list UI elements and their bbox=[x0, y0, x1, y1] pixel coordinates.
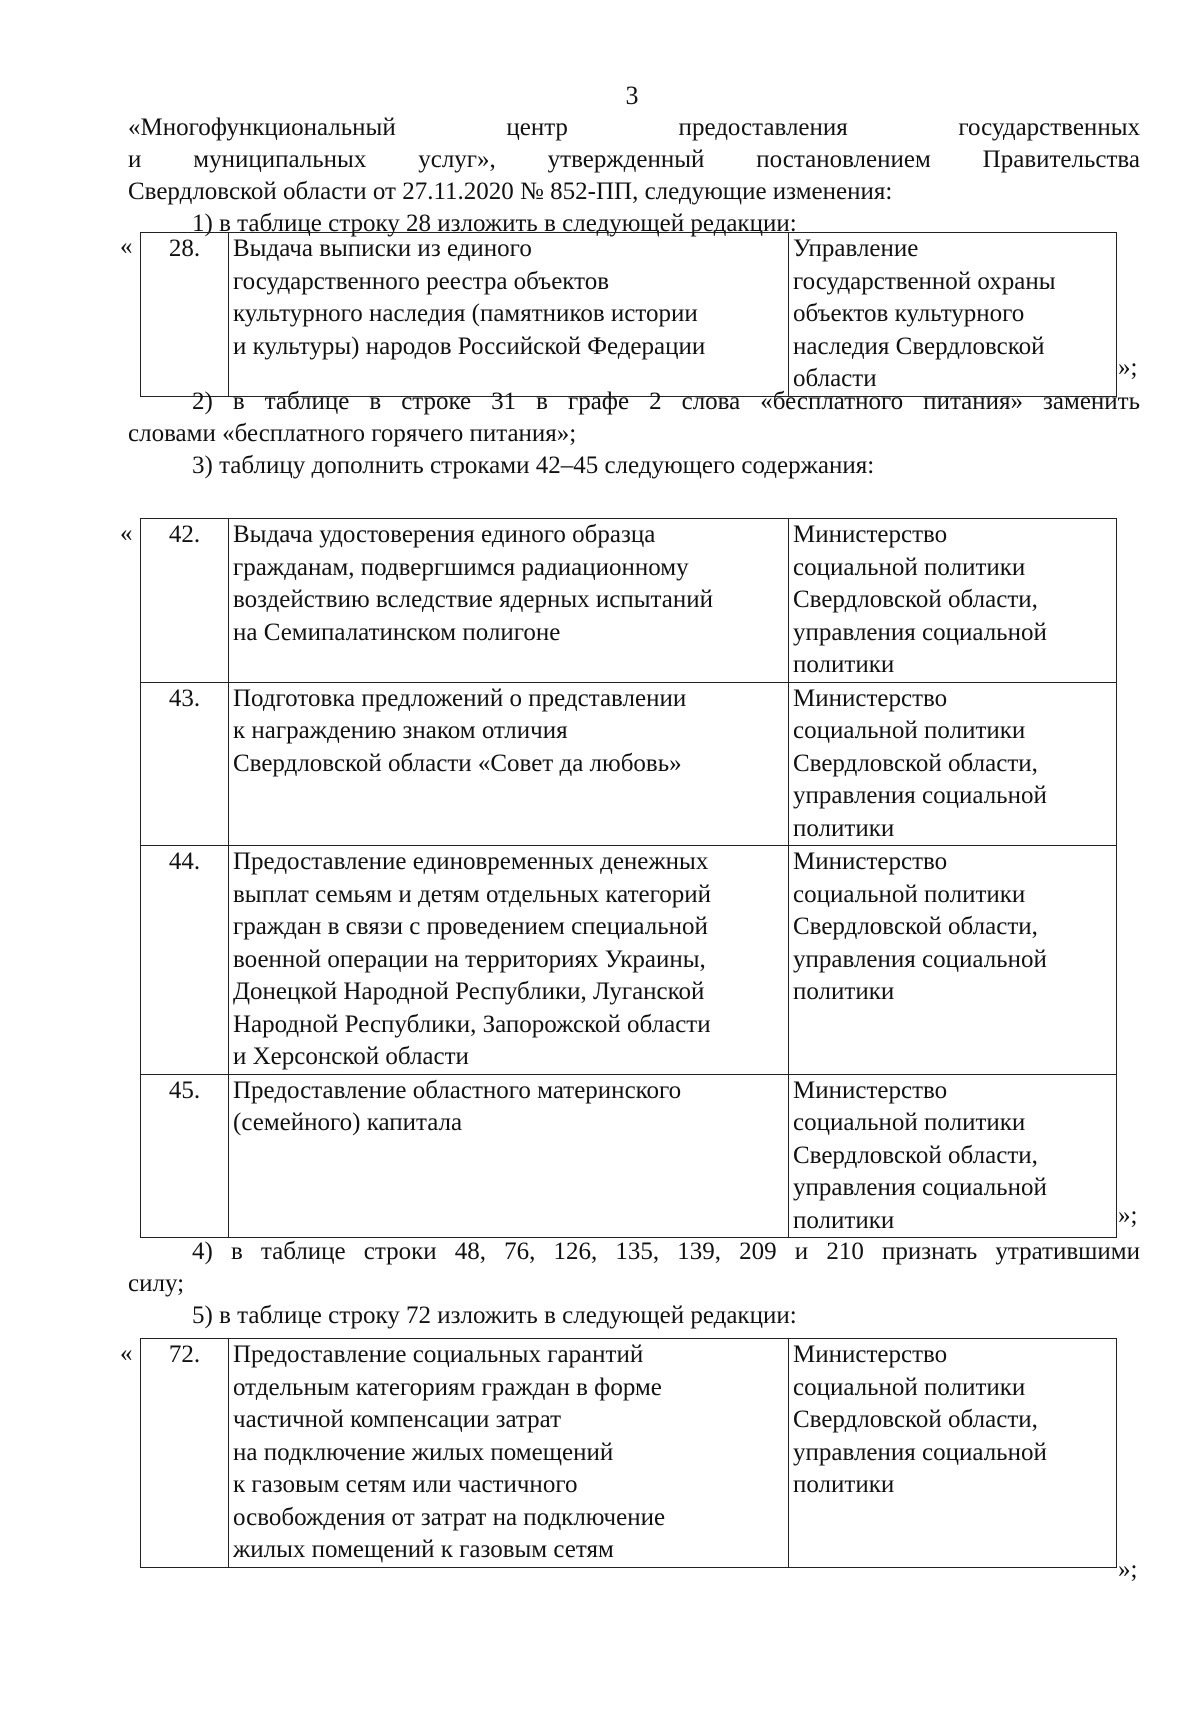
service-name: Предоставление социальных гарантий отдельным категориям граждан в форме частичной компенсации затрат на подключение жилых помещений к газовым сетям или частичного освобождения от затрат на подключение жилых помещений к газовым сетям bbox=[229, 1339, 789, 1568]
table-row bbox=[141, 233, 1117, 397]
close-quote: »; bbox=[1118, 354, 1138, 381]
responsible-body: Министерство социальной политики Свердловской области, управления социальной политики bbox=[789, 682, 1117, 846]
table-row bbox=[141, 519, 1117, 683]
table-row bbox=[141, 682, 1117, 846]
table-row-72 bbox=[140, 1338, 1117, 1568]
responsible-body: Министерство социальной политики Свердловской области, управления социальной политики bbox=[789, 846, 1117, 1075]
close-quote: »; bbox=[1118, 1556, 1138, 1583]
table-row-28 bbox=[140, 232, 1117, 397]
table-row bbox=[141, 1074, 1117, 1238]
responsible-body: Министерство социальной политики Свердловской области, управления социальной политики bbox=[789, 519, 1117, 683]
responsible-body: Министерство социальной политики Свердловской области, управления социальной политики bbox=[789, 1339, 1117, 1568]
open-quote: « bbox=[120, 1340, 133, 1367]
service-name: Подготовка предложений о представлении к награждению знаком отличия Свердловской области «Совет да любовь» bbox=[229, 682, 789, 846]
service-name: Выдача удостоверения единого образца гражданам, подвергшимся радиационному воздействию вследствие ядерных испытаний на Семипалатинском полигоне bbox=[229, 519, 789, 683]
service-name: Предоставление областного материнского (семейного) капитала bbox=[229, 1074, 789, 1238]
item-3-text: 3) таблицу дополнить строками 42–45 следующего содержания: bbox=[192, 452, 875, 479]
open-quote: « bbox=[120, 233, 133, 260]
open-quote: « bbox=[120, 520, 133, 547]
item-4-line: 4) в таблице строки 48, 76, 126, 135, 139, 209 и 210 признать утратившими bbox=[192, 1238, 1140, 1265]
row-number: 42. bbox=[141, 519, 229, 683]
item-2-line: 2) в таблице в строке 31 в графе 2 слова «бесплатного питания» заменить bbox=[192, 388, 1140, 415]
responsible-body: Министерство социальной политики Свердловской области, управления социальной политики bbox=[789, 1074, 1117, 1238]
item-2-paragraph bbox=[128, 386, 1140, 482]
table-row bbox=[141, 846, 1117, 1075]
responsible-body: Управление государственной охраны объектов культурного наследия Свердловской области bbox=[789, 233, 1117, 397]
service-name: Выдача выписки из единого государственного реестра объектов культурного наследия (памятников истории и культуры) народов Российской Федерации bbox=[229, 233, 789, 397]
row-number: 45. bbox=[141, 1074, 229, 1238]
item-5-text: 5) в таблице строку 72 изложить в следующей редакции: bbox=[192, 1302, 797, 1329]
table-rows-42-45 bbox=[140, 518, 1117, 1238]
close-quote: »; bbox=[1118, 1202, 1138, 1229]
intro-line: и муниципальных услуг», утвержденный постановлением Правительства bbox=[128, 146, 1140, 173]
row-number: 43. bbox=[141, 682, 229, 846]
row-number: 28. bbox=[141, 233, 229, 397]
item-4-paragraph bbox=[128, 1236, 1140, 1332]
intro-paragraph bbox=[128, 112, 1140, 240]
row-number: 44. bbox=[141, 846, 229, 1075]
intro-line: «Многофункциональный центр предоставления государственных bbox=[128, 114, 1140, 141]
item-4-line: силу; bbox=[128, 1270, 185, 1297]
service-name: Предоставление единовременных денежных выплат семьям и детям отдельных категорий граждан в связи с проведением специальной военной операции на территориях Украины, Донецкой Народной Республики, Луганской Народной Республики, Запорожской области и Херсонской области bbox=[229, 846, 789, 1075]
intro-line: Свердловской области от 27.11.2020 № 852-ПП, следующие изменения: bbox=[128, 178, 893, 205]
table-row bbox=[141, 1339, 1117, 1568]
item-1-text: 1) в таблице строку 28 изложить в следующей редакции: bbox=[192, 210, 797, 237]
item-2-line: словами «бесплатного горячего питания»; bbox=[128, 420, 577, 447]
page-number: 3 bbox=[625, 81, 639, 110]
row-number: 72. bbox=[141, 1339, 229, 1568]
